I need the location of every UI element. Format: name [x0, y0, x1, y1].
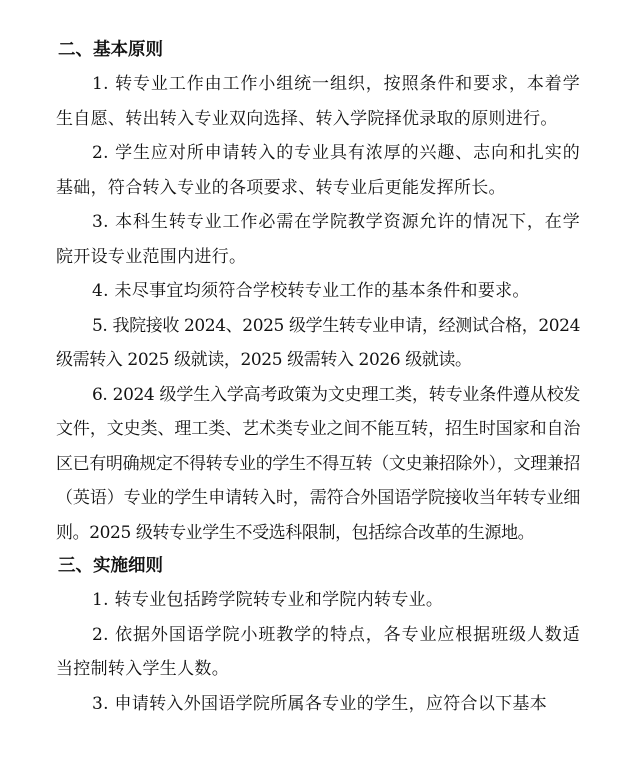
principle-paragraph-5: 5. 我院接收 2024、2025 级学生转专业申请，经测试合格，2024 级需转入 2025 级就读，2025 级需转入 2026 级就读。	[56, 315, 580, 370]
principle-paragraph-6: 6. 2024 级学生入学高考政策为文史理工类，转专业条件遵从校发文件，文史类、理工类、艺术类专业之间不能互转，招生时国家和自治区已有明确规定不得转专业的学生不得互转（文史兼招除外），文理兼招（英语）专业的学生申请转入时，需符合外国语学院接收当年转专业细则。2025 级转专业学生不受选科限制，包括综合改革的生源地。	[56, 384, 580, 543]
principle-paragraph-2: 2. 学生应对所申请转入的专业具有浓厚的兴趣、志向和扎实的基础，符合转入专业的各项要求、转专业后更能发挥所长。	[56, 143, 580, 198]
rule-paragraph-3: 3. 申请转入外国语学院所属各专业的学生，应符合以下基本	[92, 693, 548, 714]
principle-paragraph-1: 1. 转专业工作由工作小组统一组织，按照条件和要求，本着学生自愿、转出转入专业双向选择、转入学院择优录取的原则进行。	[56, 74, 580, 129]
section-heading-implementation-rules: 三、实施细则	[58, 556, 163, 576]
document-page	[56, 34, 580, 721]
principle-paragraph-4: 4. 未尽事宜均须符合学校转专业工作的基本条件和要求。	[92, 281, 530, 301]
rule-paragraph-2: 2. 依据外国语学院小班教学的特点，各专业应根据班级人数适当控制转入学生人数。	[56, 624, 580, 679]
principle-paragraph-3: 3. 本科生转专业工作必需在学院教学资源允许的情况下，在学院开设专业范围内进行。	[56, 212, 580, 267]
section-heading-basic-principles: 二、基本原则	[58, 40, 163, 60]
rule-paragraph-1: 1. 转专业包括跨学院转专业和学院内转专业。	[92, 590, 444, 610]
